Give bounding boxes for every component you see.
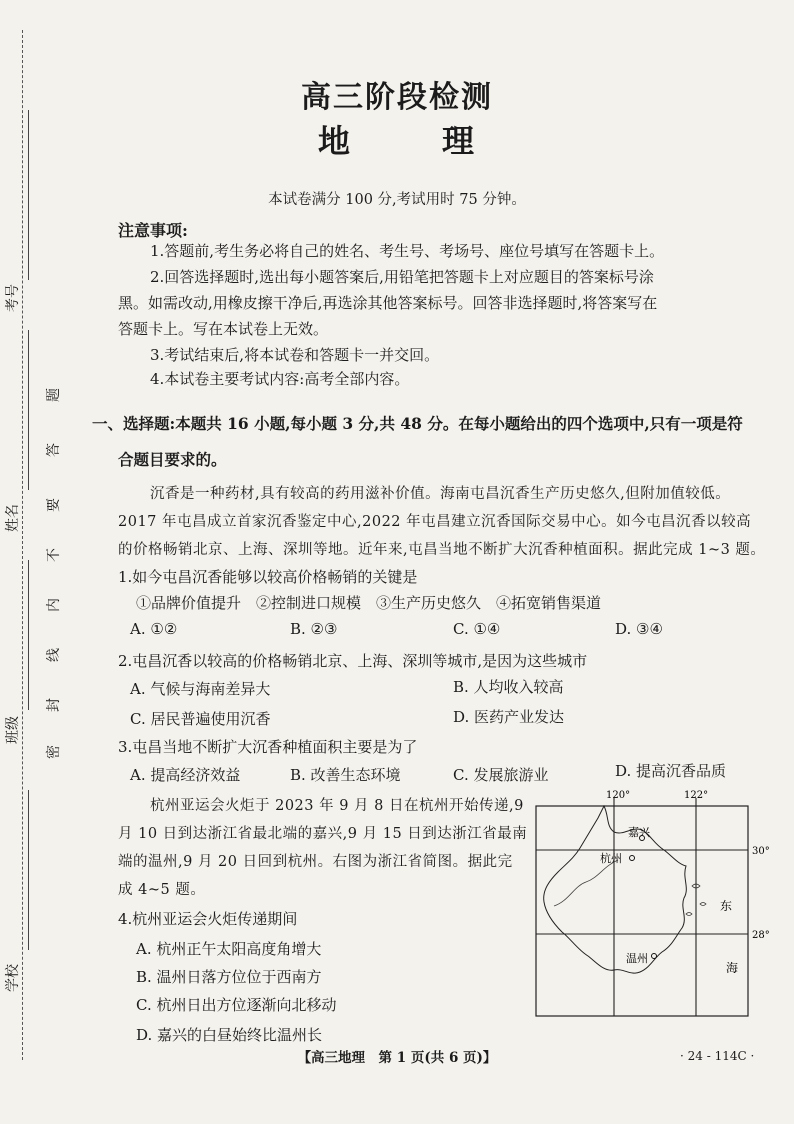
class-label: 班级	[5, 716, 21, 744]
exam-title: 高三阶段检测	[301, 80, 493, 115]
city-dot-hangzhou	[630, 856, 635, 861]
seal-char: 不	[46, 548, 62, 562]
question-2-stem: 2.屯昌沉香以较高的价格畅销北京、上海、深圳等城市,是因为这些城市	[118, 652, 588, 670]
seal-char: 封	[46, 698, 62, 712]
notice-line: 2.回答选择题时,选出每小题答案后,用铅笔把答题卡上对应题目的答案标号涂	[150, 268, 654, 286]
question-2-option-c[interactable]: C. 居民普遍使用沉香	[130, 710, 271, 728]
seal-char: 内	[46, 598, 62, 612]
passage-line: 成 4~5 题。	[118, 882, 206, 898]
question-2-option-d[interactable]: D. 医药产业发达	[453, 708, 565, 726]
notice-heading: 注意事项:	[118, 221, 188, 240]
school-label: 学校	[5, 964, 21, 992]
question-3-option-c[interactable]: C. 发展旅游业	[453, 766, 549, 784]
seal-char: 密	[46, 745, 62, 759]
notice-line: 1.答题前,考生务必将自己的姓名、考生号、考场号、座位号填写在答题卡上。	[150, 242, 665, 260]
question-1-option-d[interactable]: D. ③④	[615, 620, 663, 638]
section-heading-cont: 合题目要求的。	[118, 450, 227, 469]
lon-label-122: 122°	[684, 790, 709, 801]
seal-char: 要	[46, 498, 62, 512]
notice-line: 3.考试结束后,将本试卷和答题卡一并交回。	[150, 346, 440, 364]
city-label-hangzhou: 杭州	[600, 852, 622, 865]
question-3-option-a[interactable]: A. 提高经济效益	[130, 766, 241, 784]
question-4-option-b[interactable]: B. 温州日落方位位于西南方	[136, 968, 322, 986]
seal-char: 线	[46, 648, 62, 662]
island	[686, 913, 692, 916]
passage-line: 月 10 日到达浙江省最北端的嘉兴,9 月 15 日到达浙江省最南	[118, 826, 528, 842]
question-1-option-c[interactable]: C. ①④	[453, 620, 501, 638]
name-label: 姓名	[5, 504, 21, 532]
question-4-option-a[interactable]: A. 杭州正午太阳高度角增大	[136, 940, 322, 958]
island	[700, 903, 706, 906]
notice-line: 4.本试卷主要考试内容:高考全部内容。	[150, 370, 410, 388]
binding-strip	[0, 0, 92, 1124]
question-2-option-b[interactable]: B. 人均收入较高	[453, 678, 564, 696]
exam-no-label: 考号	[5, 284, 21, 312]
name-blank	[28, 330, 29, 490]
notice-line: 黑。如需改动,用橡皮擦干净后,再选涂其他答案标号。回答非选择题时,将答案写在	[118, 294, 658, 312]
class-blank	[28, 560, 29, 710]
subject-char-1: 地	[317, 122, 352, 160]
question-3-option-b[interactable]: B. 改善生态环境	[290, 766, 401, 784]
question-3-option-d[interactable]: D. 提高沉香品质	[615, 762, 727, 780]
section-heading: 一、选择题:本题共 16 小题,每小题 3 分,共 48 分。在每小题给出的四个选项中,只有一项是符	[92, 414, 743, 433]
passage-line: 端的温州,9 月 20 日回到杭州。右图为浙江省简图。据此完	[118, 854, 513, 870]
sea-label: 东	[720, 899, 733, 913]
seal-char: 题	[46, 388, 62, 402]
seal-char: 答	[46, 443, 62, 457]
city-label-jiaxing: 嘉兴	[628, 826, 650, 839]
zhejiang-map	[514, 786, 776, 1024]
city-dot-wenzhou	[652, 954, 657, 959]
exam-code: · 24 - 114C ·	[680, 1049, 755, 1063]
passage-line: 杭州亚运会火炬于 2023 年 9 月 8 日在杭州开始传递,9	[150, 798, 524, 814]
lat-label-30: 30°	[752, 846, 770, 857]
question-4-option-c[interactable]: C. 杭州日出方位逐渐向北移动	[136, 996, 337, 1014]
city-label-wenzhou: 温州	[626, 952, 648, 965]
school-blank	[28, 790, 29, 950]
question-1-stem: 1.如今屯昌沉香能够以较高价格畅销的关键是	[118, 568, 418, 586]
page-footer: 【高三地理 第 1 页(共 6 页)】	[297, 1050, 497, 1066]
question-2-option-a[interactable]: A. 气候与海南差异大	[130, 680, 271, 698]
subject-char-2: 理	[442, 122, 477, 160]
lon-label-120: 120°	[606, 790, 631, 801]
passage-line: 2017 年屯昌成立首家沉香鉴定中心,2022 年屯昌建立沉香国际交易中心。如今屯昌沉香以较高	[118, 514, 752, 530]
question-4-option-d[interactable]: D. 嘉兴的白昼始终比温州长	[136, 1026, 323, 1044]
notice-line: 答题卡上。写在本试卷上无效。	[118, 320, 329, 338]
question-1-items: ①品牌价值提升 ②控制进口规模 ③生产历史悠久 ④拓宽销售渠道	[136, 594, 602, 612]
sea-label: 海	[726, 961, 739, 975]
subject-title	[0, 116, 794, 162]
question-1-option-a[interactable]: A. ①②	[130, 620, 178, 638]
question-4-stem: 4.杭州亚运会火炬传递期间	[118, 910, 298, 928]
exam-meta: 本试卷满分 100 分,考试用时 75 分钟。	[268, 192, 526, 208]
cut-line	[22, 30, 23, 1060]
zhejiang-outline	[544, 806, 687, 973]
lat-label-28: 28°	[752, 930, 770, 941]
question-3-stem: 3.屯昌当地不断扩大沉香种植面积主要是为了	[118, 738, 418, 756]
question-1-option-b[interactable]: B. ②③	[290, 620, 338, 638]
passage-line: 的价格畅销北京、上海、深圳等地。近年来,屯昌当地不断扩大沉香种植面积。据此完成 1~3 题。	[118, 542, 766, 558]
passage-line: 沉香是一种药材,具有较高的药用滋补价值。海南屯昌沉香生产历史悠久,但附加值较低。	[150, 486, 731, 502]
